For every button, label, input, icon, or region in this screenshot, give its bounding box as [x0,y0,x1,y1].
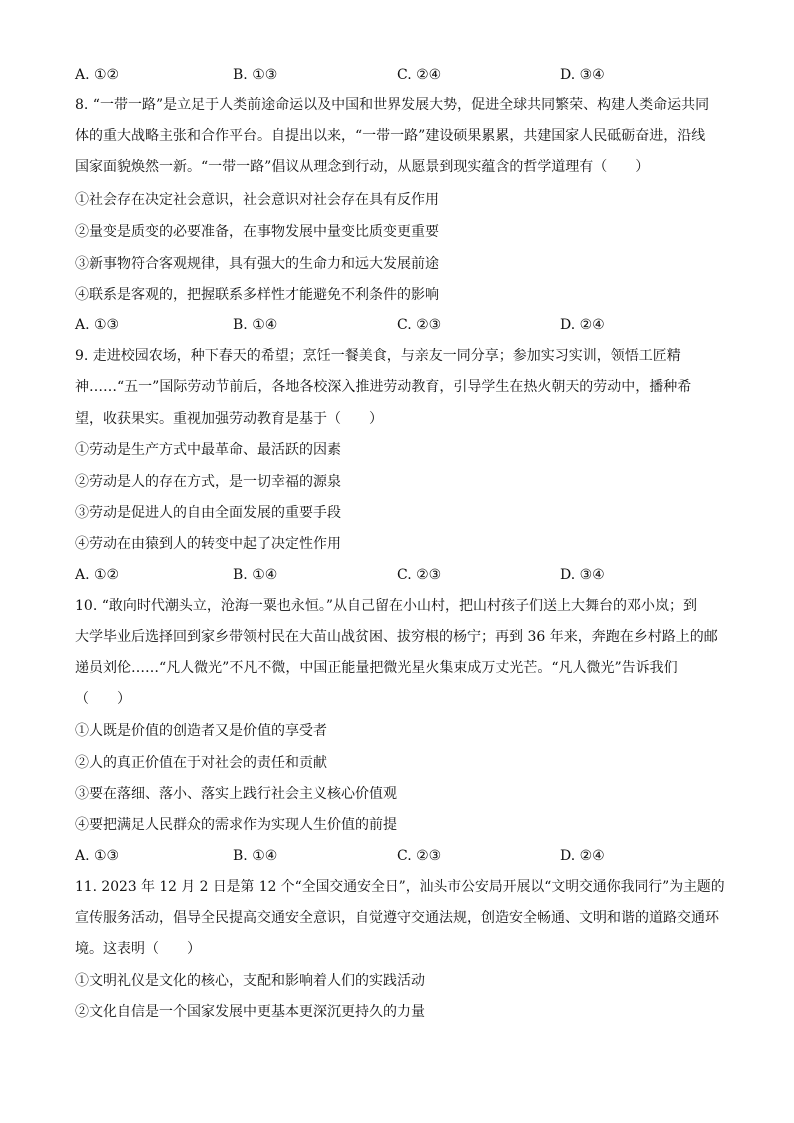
q9-option-a[interactable]: A. ①② [75,567,120,583]
q9-option-c[interactable]: C. ②③ [397,567,442,583]
q10-statement-3: ③要在落细、落小、落实上践行社会主义核心价值观 [75,786,397,802]
q8-statement-4: ④联系是客观的，把握联系多样性才能避免不利条件的影响 [75,287,439,303]
q9-stem-line: 望，收获果实。重视加强劳动教育是基于（ ） [75,411,383,427]
q8-option-b[interactable]: B. ①④ [233,317,278,333]
q10-stem-line: 10. “敢向时代潮头立，沧海一粟也永恒。”从自己留在小山村，把山村孩子们送上大舞台的邓小岚；到 [75,598,698,614]
q8-option-a[interactable]: A. ①③ [75,317,120,333]
q10-option-a[interactable]: A. ①③ [75,848,120,864]
q10-statement-2: ②人的真正价值在于对社会的责任和贡献 [75,755,327,771]
q9-option-b[interactable]: B. ①④ [233,567,278,583]
q8-stem-line: 8. “一带一路”是立足于人类前途命运以及中国和世界发展大势，促进全球共同繁荣、构建人类命运共同 [75,97,710,113]
q9-stem-line: 神……“五一”国际劳动节前后，各地各校深入推进劳动教育，引导学生在热火朝天的劳动中，播种希 [75,379,692,395]
q9-statement-3: ③劳动是促进人的自由全面发展的重要手段 [75,505,341,521]
q8-statement-1: ①社会存在决定社会意识，社会意识对社会存在具有反作用 [75,192,439,208]
q7-options [75,66,725,84]
q10-option-d[interactable]: D. ②④ [560,848,605,864]
q10-option-c[interactable]: C. ②③ [397,848,442,864]
q7-option-b[interactable]: B. ①③ [233,67,278,83]
q10-stem-line: （ ） [75,691,131,707]
q8-statement-3: ③新事物符合客观规律，具有强大的生命力和远大发展前途 [75,256,439,272]
q8-stem-line: 体的重大战略主张和合作平台。自提出以来，“一带一路”建设硕果累累，共建国家人民砥砺奋进，沿线 [75,128,706,144]
q11-stem-line: 宣传服务活动，倡导全民提高交通安全意识，自觉遵守交通法规，创造安全畅通、文明和谐的道路交通环 [75,910,719,926]
q11-stem-line: 11. 2023 年 12 月 2 日是第 12 个“全国交通安全日”，汕头市公安局开展以“文明交通你我同行”为主题的 [75,879,725,895]
q9-statement-2: ②劳动是人的存在方式，是一切幸福的源泉 [75,474,341,490]
q8-option-c[interactable]: C. ②③ [397,317,442,333]
q11-statement-1: ①文明礼仪是文化的核心，支配和影响着人们的实践活动 [75,973,425,989]
q9-statement-4: ④劳动在由猿到人的转变中起了决定性作用 [75,536,341,552]
q10-statement-1: ①人既是价值的创造者又是价值的享受者 [75,723,327,739]
q7-option-c[interactable]: C. ②④ [397,67,442,83]
q8-option-d[interactable]: D. ②④ [560,317,605,333]
q10-options [75,847,725,865]
q10-option-b[interactable]: B. ①④ [233,848,278,864]
q10-statement-4: ④要把满足人民群众的需求作为实现人生价值的前提 [75,817,397,833]
q7-option-d[interactable]: D. ③④ [560,67,605,83]
q9-stem-line: 9. 走进校园农场，种下春天的希望；烹饪一餐美食，与亲友一同分享；参加实习实训，领悟工匠精 [75,348,681,364]
q10-stem-line: 大学毕业后选择回到家乡带领村民在大苗山战贫困、拔穷根的杨宁；再到 36 年来，奔跑在乡村路上的邮 [75,629,718,645]
q9-option-d[interactable]: D. ③④ [560,567,605,583]
q9-options [75,566,725,584]
q11-statement-2: ②文化自信是一个国家发展中更基本更深沉更持久的力量 [75,1004,425,1020]
q10-stem-line: 递员刘伦……“凡人微光”不凡不微，中国正能量把微光星火集束成万丈光芒。“凡人微光”告诉我们 [75,660,678,676]
q8-options [75,316,725,334]
q8-stem-line: 国家面貌焕然一新。“一带一路”倡议从理念到行动，从愿景到现实蕴含的哲学道理有（ ） [75,159,650,175]
q11-stem-line: 境。这表明（ ） [75,941,201,957]
q7-option-a[interactable]: A. ①② [75,67,120,83]
q9-statement-1: ①劳动是生产方式中最革命、最活跃的因素 [75,442,341,458]
q8-statement-2: ②量变是质变的必要准备，在事物发展中量变比质变更重要 [75,224,439,240]
